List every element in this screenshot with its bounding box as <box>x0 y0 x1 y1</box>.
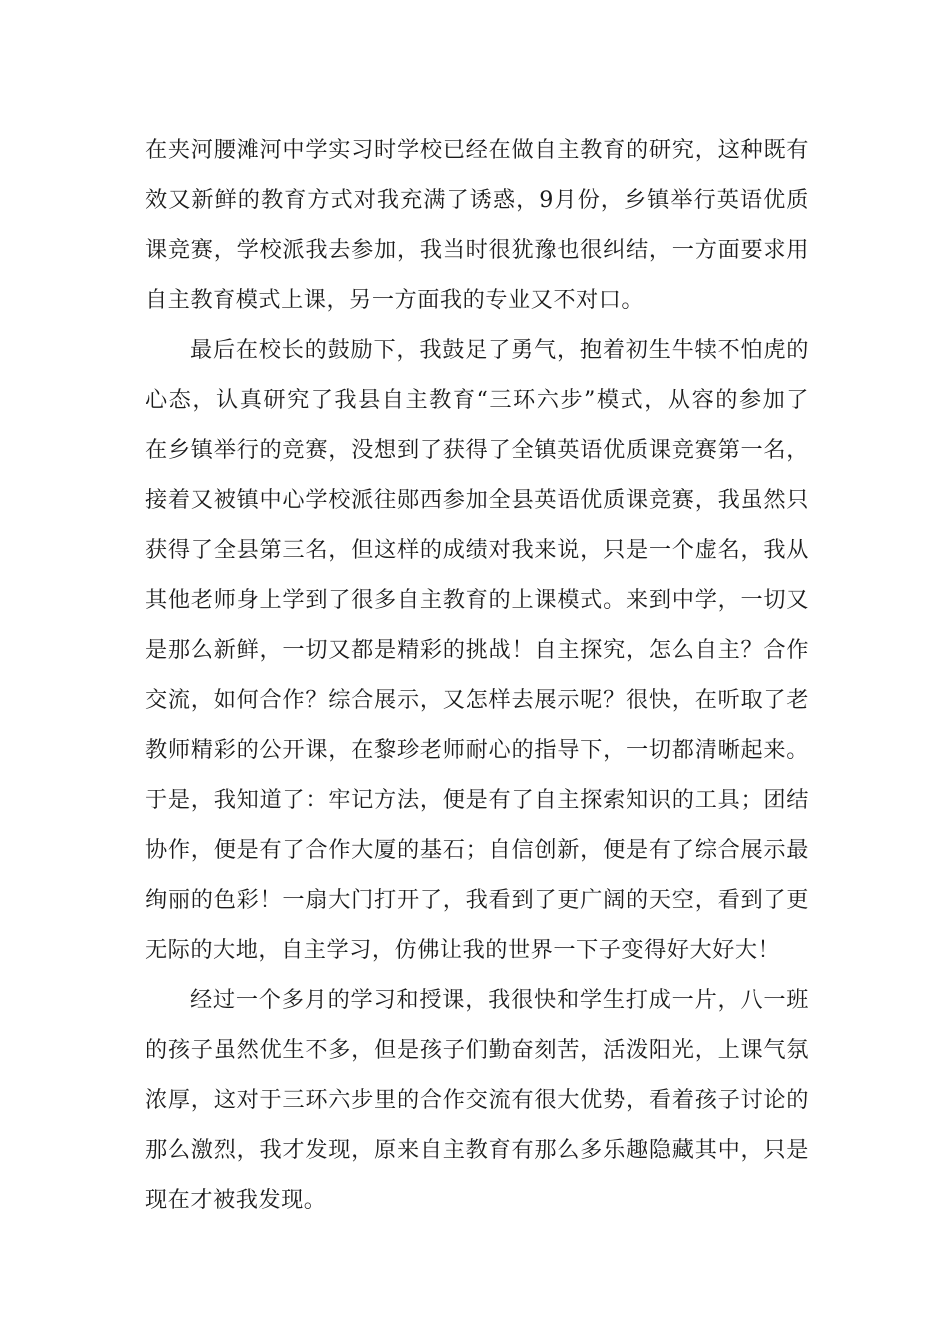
text-line: 自主教育模式上课，另一方面我的专业又不对口。 <box>145 287 645 313</box>
text-line: 心态，认真研究了我县自主教育“三环六步”模式，从容的参加了 <box>145 387 809 413</box>
text-line: 浓厚，这对于三环六步里的合作交流有很大优势，看着孩子讨论的 <box>145 1087 809 1113</box>
text-line: 于是，我知道了：牢记方法，便是有了自主探索知识的工具；团结 <box>145 787 809 813</box>
text-line: 在夹河腰滩河中学实习时学校已经在做自主教育的研究，这种既有 <box>145 137 809 163</box>
text-line: 教师精彩的公开课，在黎珍老师耐心的指导下，一切都清晰起来。 <box>145 737 809 763</box>
text-line: 协作，便是有了合作大厦的基石；自信创新，便是有了综合展示最 <box>145 837 809 863</box>
text-line: 课竞赛，学校派我去参加，我当时很犹豫也很纠结，一方面要求用 <box>145 237 809 263</box>
text-line: 的孩子虽然优生不多，但是孩子们勤奋刻苦，活泼阳光，上课气氛 <box>145 1037 809 1063</box>
text-line: 接着又被镇中心学校派往郧西参加全县英语优质课竞赛，我虽然只 <box>145 487 809 513</box>
paragraph-first-line: 最后在校长的鼓励下，我鼓足了勇气，抱着初生牛犊不怕虎的 <box>190 337 809 363</box>
text-line: 现在才被我发现。 <box>145 1187 327 1213</box>
text-line: 在乡镇举行的竞赛，没想到了获得了全镇英语优质课竞赛第一名， <box>145 437 809 463</box>
text-line: 获得了全县第三名，但这样的成绩对我来说，只是一个虚名，我从 <box>145 537 809 563</box>
text-line: 效又新鲜的教育方式对我充满了诱惑，9月份，乡镇举行英语优质 <box>145 187 809 213</box>
text-line: 那么激烈，我才发现，原来自主教育有那么多乐趣隐藏其中，只是 <box>145 1137 809 1163</box>
text-line: 其他老师身上学到了很多自主教育的上课模式。来到中学，一切又 <box>145 587 809 613</box>
paragraph-first-line: 经过一个多月的学习和授课，我很快和学生打成一片，八一班 <box>190 987 809 1013</box>
text-line: 无际的大地，自主学习，仿佛让我的世界一下子变得好大好大！ <box>145 937 781 963</box>
text-line: 是那么新鲜，一切又都是精彩的挑战！自主探究，怎么自主？合作 <box>145 637 809 663</box>
text-line: 绚丽的色彩！一扇大门打开了，我看到了更广阔的天空，看到了更 <box>145 887 809 913</box>
text-line: 交流，如何合作？综合展示，又怎样去展示呢？很快，在听取了老 <box>145 687 809 713</box>
